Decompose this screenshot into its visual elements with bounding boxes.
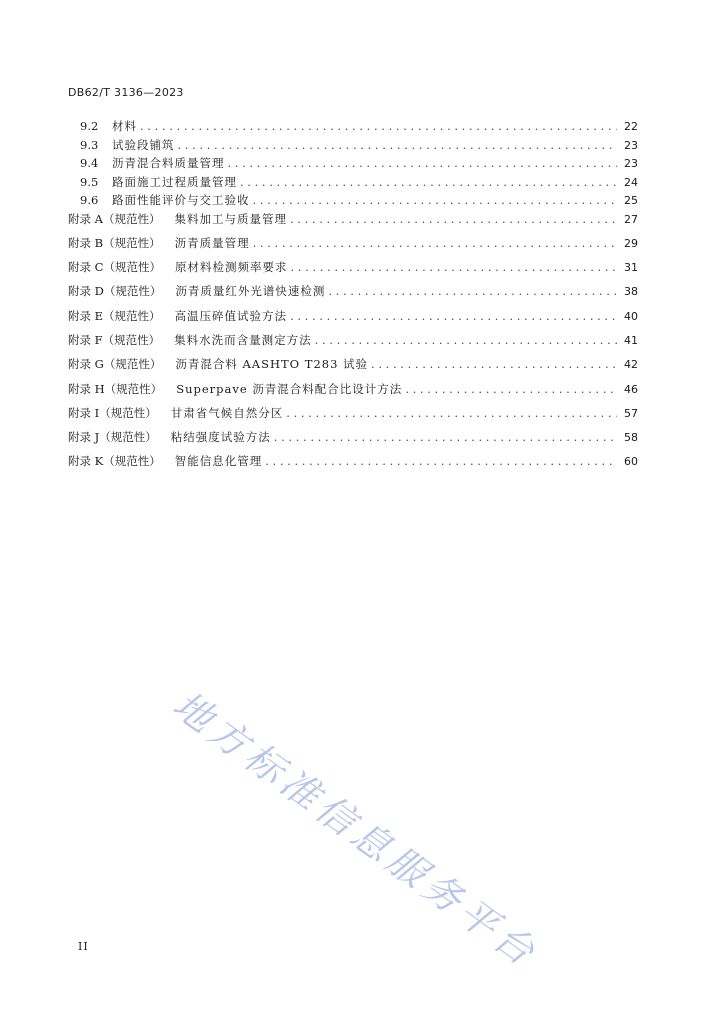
toc-entry-number: 附录 A（规范性）: [68, 211, 161, 226]
toc-entry-title: 高温压碎值试验方法: [174, 308, 288, 323]
toc-entry-title: 材料: [112, 119, 137, 133]
toc-entry-title: 集料加工与质量管理: [174, 211, 287, 226]
toc-entry-appendix[interactable]: [68, 332, 638, 356]
toc-entry-appendix[interactable]: [68, 259, 638, 283]
toc-entry-number: 附录 K（规范性）: [68, 454, 161, 469]
toc-entry-page: 41: [624, 333, 638, 347]
toc-entry-section[interactable]: [68, 174, 638, 193]
toc-entry-number: 附录 B（规范性）: [68, 235, 161, 250]
toc-entry-number: 附录 C（规范性）: [68, 260, 161, 275]
toc-entry-page: 22: [624, 120, 638, 133]
toc-entry-title: 智能信息化管理: [174, 454, 263, 469]
toc-leader-dots: [328, 283, 617, 299]
toc-entry-title: 路面性能评价与交工验收: [112, 193, 250, 207]
standard-code: DB62/T 3136—2023: [68, 86, 184, 99]
toc-entry-page: 27: [624, 212, 638, 226]
page-number: II: [78, 940, 89, 953]
toc-entry-appendix[interactable]: [68, 429, 638, 453]
toc-entry-number: 9.2: [80, 119, 99, 133]
toc-leader-dots: [290, 308, 617, 324]
toc-entry-page: 46: [624, 382, 638, 396]
toc-entry-page: 29: [624, 236, 638, 250]
toc-leader-dots: [265, 453, 617, 469]
toc-entry-number: 附录 E（规范性）: [68, 308, 161, 323]
toc-leader-dots: [286, 405, 617, 421]
toc-entry-appendix[interactable]: [68, 356, 638, 380]
toc-entry-page: 23: [624, 157, 638, 170]
table-of-contents: [68, 118, 638, 478]
toc-entry-page: 31: [624, 261, 638, 275]
toc-entry-title: 沥青质量管理: [174, 235, 250, 250]
toc-entry-title: 试验段铺筑: [112, 137, 175, 152]
toc-leader-dots: [405, 381, 617, 397]
toc-entry-appendix[interactable]: [68, 381, 638, 405]
toc-leader-dots: [140, 118, 617, 134]
toc-entry-number: 附录 I（规范性）: [68, 405, 157, 420]
toc-entry-number: 9.6: [80, 193, 99, 207]
toc-entry-number: 附录 G（规范性）: [68, 357, 162, 372]
toc-entry-title: 集料水洗而含量测定方法: [174, 332, 312, 347]
toc-entry-page: 24: [624, 175, 638, 189]
toc-leader-dots: [274, 429, 617, 445]
toc-entry-page: 60: [624, 455, 638, 469]
watermark-text: 地方标准信息服务平台: [165, 682, 547, 977]
toc-entry-number: 附录 F（规范性）: [68, 332, 161, 347]
toc-entry-title: 粘结强度试验方法: [170, 430, 271, 445]
toc-entry-appendix[interactable]: [68, 405, 638, 429]
toc-entry-appendix[interactable]: [68, 283, 638, 307]
toc-entry-appendix[interactable]: [68, 453, 638, 477]
toc-leader-dots: [371, 356, 617, 372]
toc-entry-page: 57: [624, 406, 638, 420]
toc-entry-page: 58: [624, 431, 638, 445]
toc-leader-dots: [290, 259, 617, 275]
toc-entry-title: Superpave 沥青混合料配合比设计方法: [176, 381, 403, 396]
toc-entry-number: 9.3: [80, 137, 99, 152]
toc-entry-number: 9.4: [80, 156, 99, 170]
toc-leader-dots: [178, 137, 618, 153]
toc-entry-section[interactable]: [68, 137, 638, 156]
toc-entry-title: 沥青混合料质量管理: [112, 156, 225, 170]
toc-entry-page: 40: [624, 309, 638, 323]
toc-entry-section[interactable]: [68, 118, 638, 137]
toc-entry-title: 原材料检测频率要求: [174, 260, 288, 275]
toc-leader-dots: [253, 192, 618, 208]
toc-entry-section[interactable]: [68, 155, 638, 174]
toc-entry-page: 42: [624, 358, 638, 372]
toc-entry-appendix[interactable]: [68, 211, 638, 235]
toc-entry-appendix[interactable]: [68, 235, 638, 259]
toc-leader-dots: [315, 332, 617, 348]
toc-leader-dots: [290, 211, 617, 227]
toc-entry-page: 38: [624, 285, 638, 299]
toc-entry-section[interactable]: [68, 192, 638, 211]
toc-leader-dots: [228, 155, 618, 171]
toc-entry-title: 沥青混合料 AASHTO T283 试验: [175, 357, 369, 372]
toc-entry-title: 甘肃省气候自然分区: [170, 405, 284, 420]
toc-entry-page: 25: [624, 194, 638, 207]
toc-entry-appendix[interactable]: [68, 308, 638, 332]
toc-entry-number: 附录 D（规范性）: [68, 284, 162, 299]
toc-entry-number: 9.5: [80, 174, 99, 189]
toc-entry-number: 附录 H（规范性）: [68, 381, 163, 396]
toc-entry-number: 附录 J（规范性）: [68, 430, 157, 445]
toc-entry-title: 沥青质量红外光谱快速检测: [175, 284, 326, 299]
toc-leader-dots: [253, 235, 617, 251]
toc-entry-title: 路面施工过程质量管理: [112, 174, 237, 189]
toc-leader-dots: [240, 174, 617, 190]
toc-entry-page: 23: [624, 138, 638, 152]
